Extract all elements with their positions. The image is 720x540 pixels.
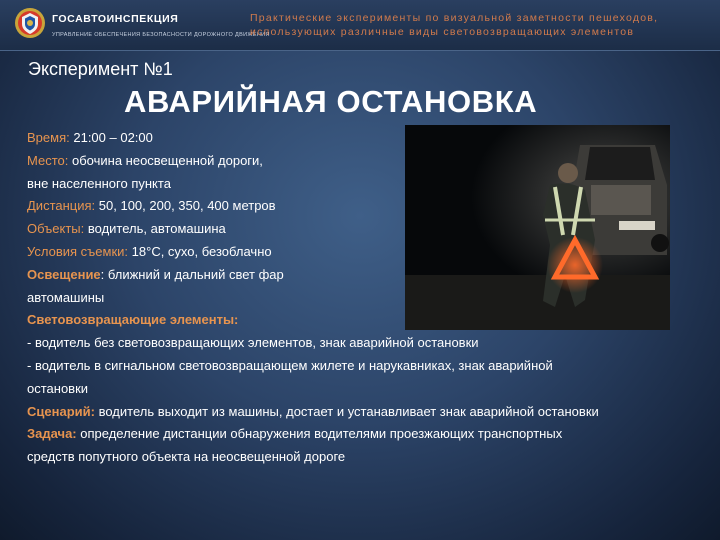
slide-title: АВАРИЙНАЯ ОСТАНОВКА xyxy=(124,84,538,119)
time-label: Время: xyxy=(27,130,70,145)
experiment-number: Эксперимент №1 xyxy=(28,59,173,79)
objects-value: водитель, автомашина xyxy=(87,221,226,237)
place-row xyxy=(27,150,707,173)
lighting-row-continued xyxy=(27,287,707,310)
lighting-value: : ближний и дальний свет фар xyxy=(100,266,284,282)
scenario-row xyxy=(27,401,707,424)
time-row xyxy=(27,127,707,150)
element-item-2: - водитель в сигнальном световозвращающем жилете и нарукавниках, знак аварийной xyxy=(27,357,553,373)
traffic-police-emblem-icon xyxy=(14,7,46,39)
element-item-1: - водитель без световозвращающих элементов, знак аварийной остановки xyxy=(27,335,479,351)
objects-row xyxy=(27,218,707,241)
lighting-row xyxy=(27,264,707,287)
distance-row xyxy=(27,195,707,218)
org-subtitle: УПРАВЛЕНИЕ ОБЕСПЕЧЕНИЯ БЕЗОПАСНОСТИ ДОРОЖНОГО ДВИЖЕНИЯ xyxy=(52,32,270,38)
place-value: обочина неосвещенной дороги, xyxy=(71,152,263,168)
lighting-label: Освещение xyxy=(27,266,101,282)
objects-label: Объекты: xyxy=(27,221,85,237)
place-row-continued xyxy=(27,173,707,196)
org-name: ГОСАВТОИНСПЕКЦИЯ xyxy=(52,13,179,25)
task-row-continued xyxy=(27,446,707,469)
conditions-label: Условия съемки: xyxy=(27,243,129,259)
task-value: определение дистанции обнаружения водителями проезжающих транспортных xyxy=(80,426,563,442)
task-value-2: средств попутного объекта на неосвещенной дороге xyxy=(27,449,346,465)
presentation-title-line1: Практические эксперименты по визуальной заметности пешеходов, xyxy=(250,12,659,24)
elements-label: Световозвращающие элементы: xyxy=(27,312,239,328)
presentation-title xyxy=(250,11,705,39)
lighting-value-2: автомашины xyxy=(27,289,105,305)
time-value: 21:00 – 02:00 xyxy=(73,130,153,145)
elements-row xyxy=(27,309,707,332)
task-row xyxy=(27,423,707,446)
place-label: Место: xyxy=(27,152,69,168)
conditions-value: 18°С, сухо, безоблачно xyxy=(131,243,272,259)
scenario-label: Сценарий: xyxy=(27,403,95,419)
distance-label: Дистанция: xyxy=(27,198,96,214)
place-value-2: вне населенного пункта xyxy=(27,175,171,191)
scenario-value: водитель выходит из машины, достает и устанавливает знак аварийной остановки xyxy=(98,403,599,419)
experiment-details xyxy=(27,127,707,469)
logo xyxy=(14,7,270,43)
element-item-2-continued: остановки xyxy=(27,380,89,396)
conditions-row xyxy=(27,241,707,264)
task-label: Задача: xyxy=(27,426,77,442)
distance-value: 50, 100, 200, 350, 400 метров xyxy=(98,198,276,214)
presentation-title-line2: использующих различные виды световозвращающих элементов xyxy=(250,26,635,38)
header-bar xyxy=(0,0,720,51)
